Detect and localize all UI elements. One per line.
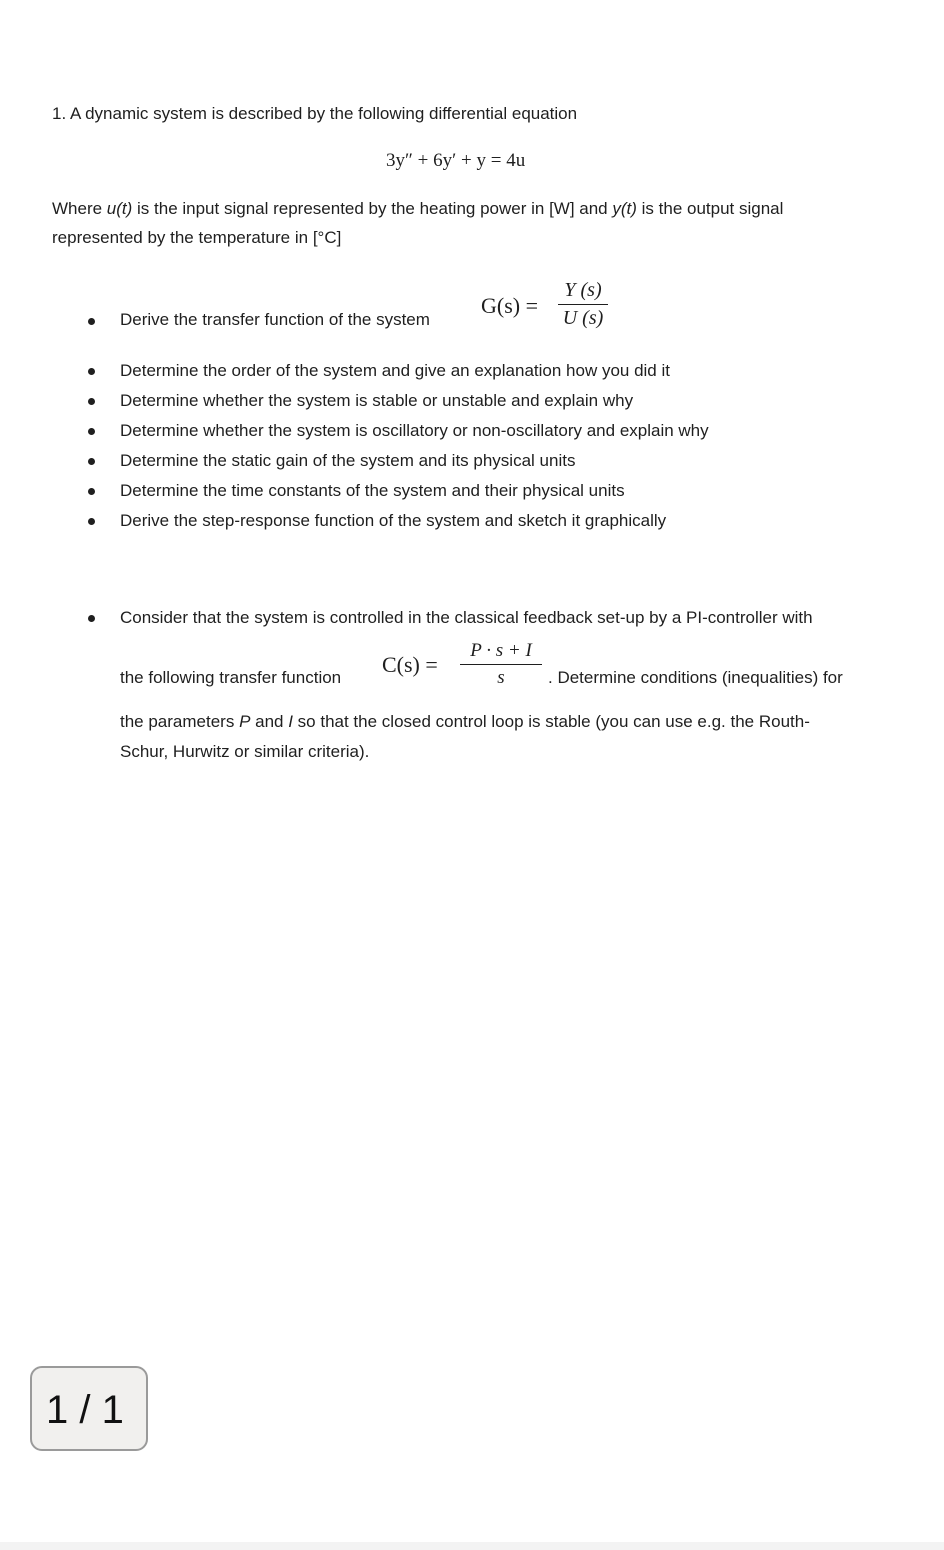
tf-denominator: U (s) bbox=[562, 307, 604, 329]
bullet-icon bbox=[88, 428, 95, 435]
input-signal-symbol: u(t) bbox=[106, 199, 133, 218]
description-text: is the output signal bbox=[636, 199, 784, 218]
bullet-icon bbox=[88, 518, 95, 525]
task-static-gain: Determine the static gain of the system and its physical units bbox=[120, 451, 576, 470]
pi-task-line-2-post: . Determine conditions (inequalities) for bbox=[548, 668, 843, 687]
transfer-function-lhs: G(s) = bbox=[481, 293, 539, 318]
pi-task-line-3 bbox=[120, 712, 810, 732]
bottom-divider bbox=[0, 1542, 944, 1550]
bullet-icon bbox=[88, 368, 95, 375]
controller-numerator: P · s + I bbox=[470, 640, 532, 661]
pi-task-line-4: Schur, Hurwitz or similar criteria). bbox=[120, 742, 370, 761]
pi-text: and bbox=[250, 712, 289, 731]
bullet-icon bbox=[88, 615, 95, 622]
question-heading: 1. A dynamic system is described by the following differential equation bbox=[52, 104, 578, 123]
pi-text: so that the closed control loop is stable (you can use e.g. the Routh- bbox=[292, 712, 810, 731]
param-i-symbol: I bbox=[288, 712, 293, 731]
bullet-icon bbox=[88, 398, 95, 405]
bullet-icon bbox=[88, 488, 95, 495]
description-line-2: represented by the temperature in [°C] bbox=[52, 228, 342, 247]
pi-task-line-2-pre: the following transfer function bbox=[120, 668, 342, 687]
transfer-function-fraction bbox=[558, 279, 608, 330]
param-p-symbol: P bbox=[239, 712, 251, 731]
tf-numerator: Y (s) bbox=[564, 279, 602, 301]
task-step-response: Derive the step-response function of the system and sketch it graphically bbox=[120, 511, 667, 530]
task-stability: Determine whether the system is stable or unstable and explain why bbox=[120, 391, 634, 410]
pi-text: the parameters bbox=[120, 712, 240, 731]
controller-tf-lhs: C(s) = bbox=[382, 652, 438, 677]
controller-denominator: s bbox=[497, 667, 505, 688]
fraction-bar bbox=[460, 664, 542, 665]
output-signal-symbol: y(t) bbox=[612, 199, 637, 218]
page-indicator bbox=[30, 1366, 148, 1451]
task-derive-transfer-function: Derive the transfer function of the system bbox=[120, 310, 430, 329]
controller-tf-fraction bbox=[460, 640, 542, 689]
description-text: Where bbox=[52, 199, 107, 218]
task-order: Determine the order of the system and give an explanation how you did it bbox=[120, 361, 670, 380]
task-oscillatory: Determine whether the system is oscillatory or non-oscillatory and explain why bbox=[120, 421, 709, 440]
description-line-1 bbox=[52, 199, 783, 219]
pi-task-line-1: Consider that the system is controlled in the classical feedback set-up by a PI-controller with bbox=[120, 608, 813, 627]
bullet-icon bbox=[88, 458, 95, 465]
task-time-constants: Determine the time constants of the system and their physical units bbox=[120, 481, 625, 500]
differential-equation: 3y″ + 6y′ + y = 4u bbox=[386, 150, 526, 171]
bullet-icon bbox=[88, 318, 95, 325]
fraction-bar bbox=[558, 304, 608, 305]
page-indicator-label: 1 / 1 bbox=[46, 1388, 124, 1432]
description-text: is the input signal represented by the heating power in [W] and bbox=[132, 199, 613, 218]
